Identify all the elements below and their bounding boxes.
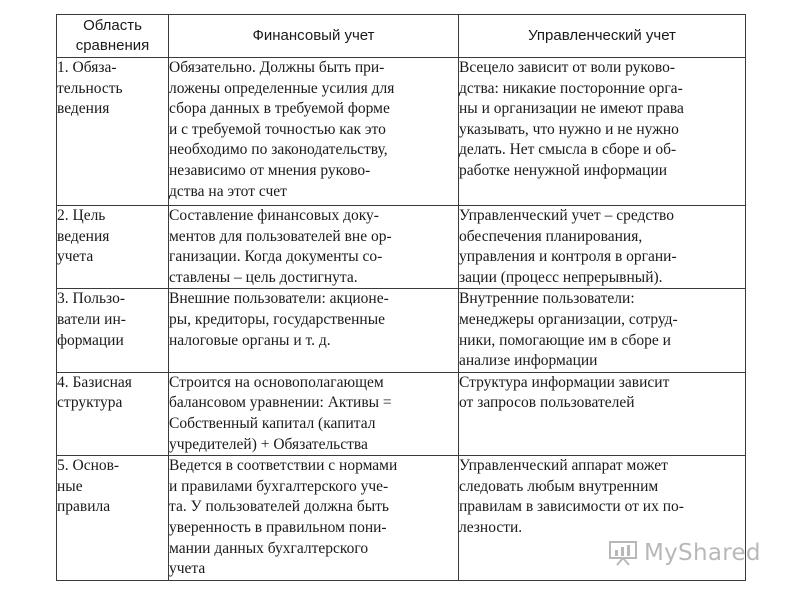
table-header-row <box>57 15 746 58</box>
row-area-cell: 4. Базисная структура <box>57 372 169 455</box>
table-row <box>57 206 746 289</box>
row-management-cell: Структура информации зависит от запросов пользователей <box>459 372 746 455</box>
row-area-cell: 2. Цель ведения учета <box>57 206 169 289</box>
row-area-cell: 3. Пользо- ватели ин- формации <box>57 289 169 372</box>
table-row <box>57 58 746 206</box>
comparison-table <box>56 14 746 581</box>
row-management-cell: Управленческий аппарат может следовать любым внутренним правилам в зависимости от их по- лезности. <box>459 456 746 581</box>
header-financial: Финансовый учет <box>169 15 459 58</box>
row-financial-cell: Строится на основополагающем балансовом уравнении: Активы = Собственный капитал (капитал учредителей) + Обязательства <box>169 372 459 455</box>
presentation-chart-icon <box>608 540 638 566</box>
header-area: Область сравнения <box>57 15 169 58</box>
row-financial-cell: Внешние пользователи: акционе- ры, кредиторы, государственные налоговые органы и т. д. <box>169 289 459 372</box>
watermark-text: MyShared <box>644 540 761 566</box>
row-area-cell: 5. Основ- ные правила <box>57 456 169 581</box>
row-area-cell: 1. Обяза- тельность ведения <box>57 58 169 206</box>
row-financial-cell: Ведется в соответствии с нормами и правилами бухгалтерского уче- та. У пользователей должна быть уверенность в правильном пони- мании данных бухгалтерского учета <box>169 456 459 581</box>
table-row <box>57 289 746 372</box>
table-row <box>57 372 746 455</box>
row-financial-cell: Составление финансовых доку- ментов для пользователей вне ор- ганизации. Когда документы со- ставлены – цель достигнута. <box>169 206 459 289</box>
row-financial-cell: Обязательно. Должны быть при- ложены определенные усилия для сбора данных в требуемой форме и с требуемой точностью как это необходимо по законодательству, независимо от мнения руково- дства на этот счет <box>169 58 459 206</box>
row-management-cell: Управленческий учет – средство обеспечения планирования, управления и контроля в органи- зации (процесс непрерывный). <box>459 206 746 289</box>
row-management-cell: Всецело зависит от воли руково- дства: никакие посторонние орга- ны и организации не имеют права указывать, что нужно и не нужно делать. Нет смысла в сборе и об- работке ненужной информации <box>459 58 746 206</box>
myshared-watermark <box>608 540 761 566</box>
header-management: Управленческий учет <box>459 15 746 58</box>
row-management-cell: Внутренние пользователи: менеджеры организации, сотруд- ники, помогающие им в сборе и анализе информации <box>459 289 746 372</box>
